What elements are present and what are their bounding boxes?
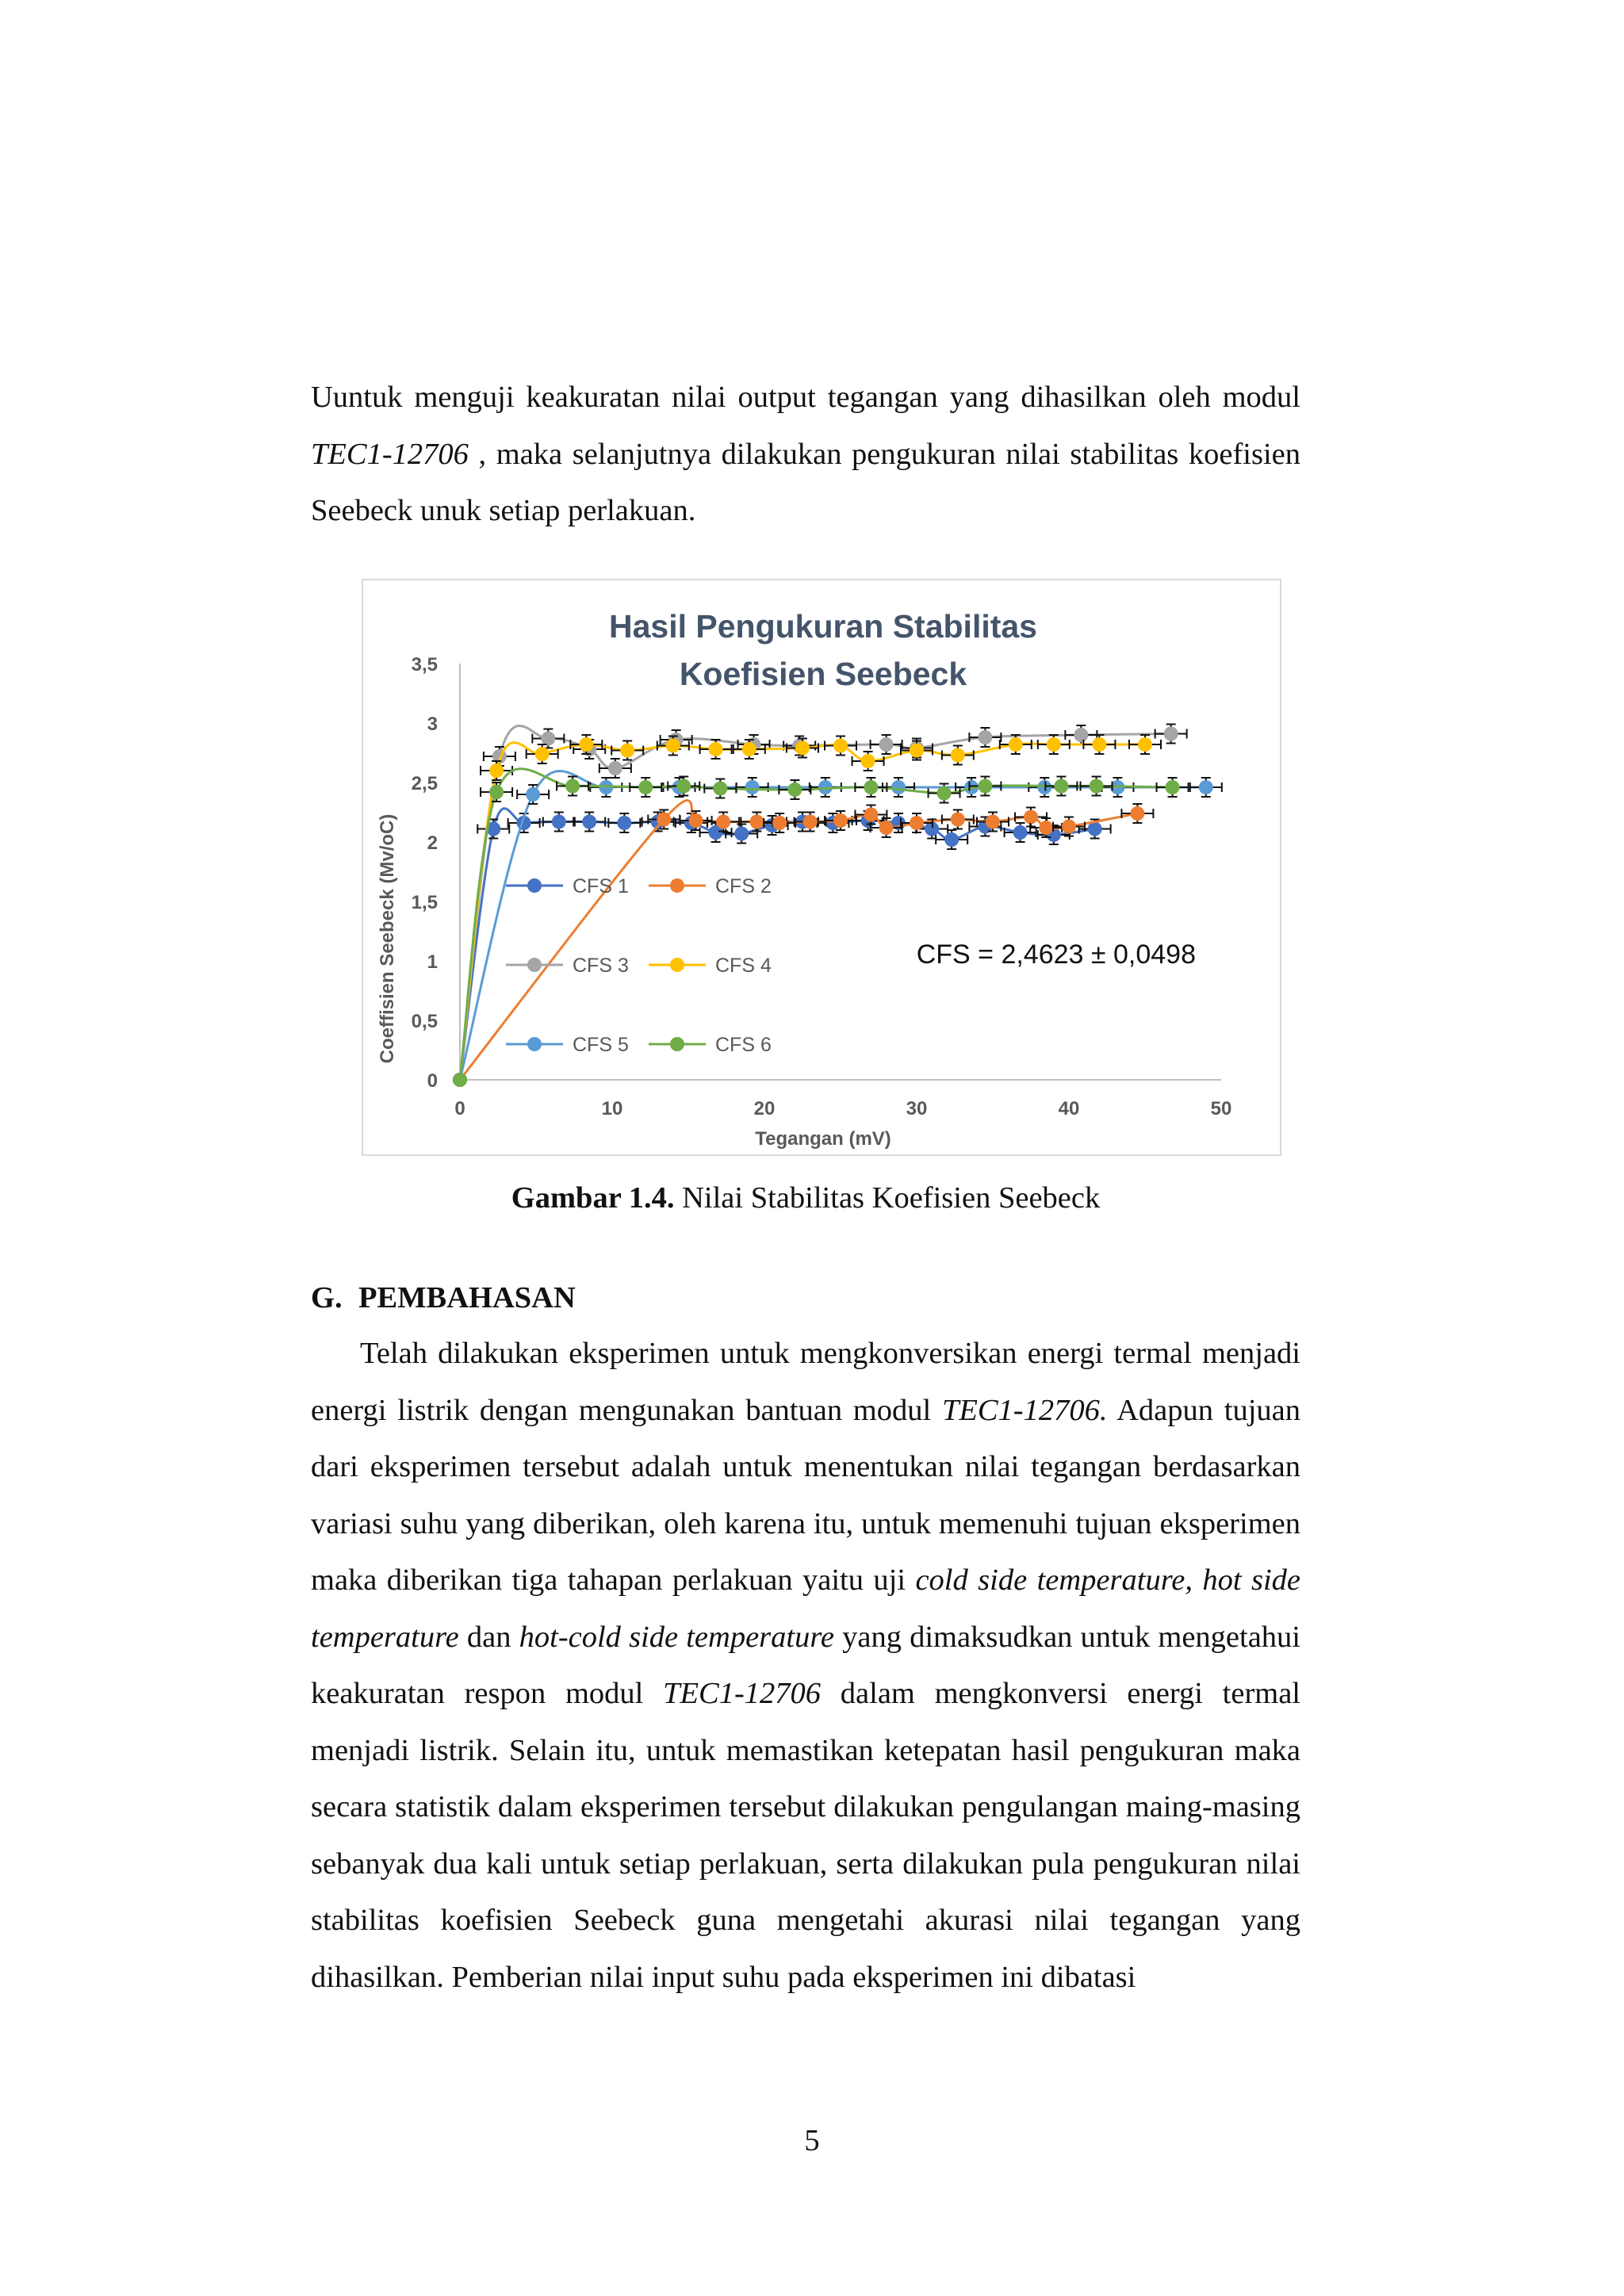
legend-item-cfs-6 bbox=[649, 1034, 772, 1056]
legend-marker bbox=[670, 878, 684, 893]
data-point bbox=[657, 813, 671, 827]
data-point bbox=[742, 742, 756, 756]
data-point bbox=[864, 780, 878, 794]
data-point bbox=[951, 748, 965, 763]
data-point bbox=[944, 832, 959, 847]
data-point bbox=[666, 739, 680, 753]
legend-item-cfs-1 bbox=[506, 875, 629, 897]
legend-label: CFS 5 bbox=[573, 1034, 629, 1056]
data-point bbox=[1013, 825, 1028, 840]
legend-item-cfs-4 bbox=[649, 955, 772, 977]
legend-marker bbox=[670, 1037, 684, 1051]
data-point bbox=[1074, 728, 1088, 742]
chart-annotation: CFS = 2,4623 ± 0,0498 bbox=[916, 939, 1196, 970]
data-point bbox=[1024, 810, 1038, 825]
seebeck-stability-chart bbox=[363, 580, 1280, 1154]
data-point bbox=[676, 779, 691, 794]
y-tick-label: 0,5 bbox=[411, 1011, 438, 1032]
y-tick-label: 2 bbox=[427, 832, 438, 854]
legend-item-cfs-2 bbox=[649, 875, 772, 897]
figure-chart-frame bbox=[362, 579, 1281, 1156]
y-tick-label: 1,5 bbox=[411, 892, 438, 913]
series-line bbox=[460, 725, 1171, 1080]
data-point bbox=[1199, 780, 1213, 794]
section-heading bbox=[311, 1270, 576, 1326]
data-point bbox=[803, 815, 818, 829]
data-point bbox=[535, 747, 550, 761]
data-point bbox=[879, 737, 894, 752]
data-point bbox=[795, 741, 810, 756]
y-tick-label: 0 bbox=[427, 1070, 438, 1092]
data-point bbox=[772, 816, 787, 830]
legend-label: CFS 4 bbox=[715, 955, 772, 977]
intro-text-2: , maka selanjutnya dilakukan pengukuran nilai stabilitas koefisien Seebeck unuk setiap perlakuan. bbox=[311, 437, 1300, 527]
x-tick-label: 0 bbox=[454, 1098, 465, 1119]
legend-item-cfs-5 bbox=[506, 1034, 629, 1056]
data-point bbox=[620, 744, 634, 758]
legend-label: CFS 6 bbox=[715, 1034, 772, 1056]
data-point bbox=[552, 815, 566, 829]
y-tick-label: 1 bbox=[427, 951, 438, 973]
disc-text-a: Telah dilakukan eksperimen untuk mengkonversikan energi termal menjadi energi listrik dengan mengunakan bantuan modul bbox=[311, 1337, 1300, 1427]
data-point bbox=[745, 780, 760, 794]
chart-title-line-1: Hasil Pengukuran Stabilitas bbox=[609, 608, 1037, 645]
data-point bbox=[579, 737, 593, 752]
legend-item-cfs-3 bbox=[506, 955, 629, 977]
data-point bbox=[978, 730, 992, 744]
data-point bbox=[689, 813, 703, 828]
disc-text-e: dalam mengkonversi energi termal menjadi listrik. Selain itu, untuk memastikan ketepatan hasil pengukuran maka secara statistik dalam eksperimen tersebut dilakukan pengulangan maing-masing sebanyak dua kali untuk setiap perlakuan, serta dilakukan pula pengukuran nilai stabilitas koefisien Seebeck guna mengetahi akurasi nilai tegangan yang dihasilkan. Pemberian nilai input suhu pada eksperimen ini dibatasi bbox=[311, 1677, 1301, 1994]
legend-label: CFS 1 bbox=[573, 875, 629, 897]
series-line bbox=[460, 769, 1173, 1080]
data-point bbox=[833, 739, 848, 753]
disc-text-b: Adapun tujuan dari eksperimen tersebut adalah untuk menentukan nilai tegangan berdasarkan variasi suhu yang diberikan, oleh karena itu, untuk memenuhi tujuan eksperimen maka diberikan tiga tahapan perlakuan yaitu uji bbox=[311, 1393, 1300, 1597]
data-point bbox=[541, 732, 555, 746]
disc-italic-3: hot-cold side temperature bbox=[519, 1620, 834, 1654]
data-point bbox=[1130, 806, 1144, 821]
data-point bbox=[582, 815, 596, 829]
legend-marker bbox=[527, 958, 542, 972]
data-point bbox=[910, 816, 924, 830]
data-point bbox=[1092, 737, 1106, 752]
section-number: G. bbox=[311, 1281, 343, 1314]
data-point bbox=[910, 744, 924, 758]
data-point bbox=[1037, 780, 1051, 794]
data-point bbox=[716, 815, 730, 829]
data-point bbox=[864, 808, 878, 822]
chart-title-line-2: Koefisien Seebeck bbox=[679, 656, 967, 692]
discussion-paragraph bbox=[311, 1326, 1300, 2006]
x-axis-label: Tegangan (mV) bbox=[755, 1128, 891, 1150]
data-point bbox=[861, 754, 875, 768]
data-point bbox=[734, 827, 749, 841]
data-point bbox=[1047, 737, 1061, 752]
legend-marker bbox=[527, 878, 542, 893]
y-tick-label: 3,5 bbox=[411, 654, 438, 675]
page-number: 5 bbox=[804, 2124, 820, 2157]
x-tick-label: 40 bbox=[1058, 1098, 1080, 1119]
data-point bbox=[526, 787, 540, 802]
data-point bbox=[453, 1073, 467, 1087]
intro-text-1: Uuntuk menguji keakuratan nilai output tegangan yang dihasilkan oleh modul bbox=[311, 381, 1300, 414]
data-point bbox=[879, 821, 894, 835]
legend-marker bbox=[527, 1037, 542, 1051]
data-point bbox=[951, 813, 965, 827]
legend-marker bbox=[670, 958, 684, 972]
x-tick-label: 50 bbox=[1210, 1098, 1232, 1119]
data-point bbox=[1138, 737, 1152, 752]
data-point bbox=[749, 815, 764, 829]
data-point bbox=[1166, 780, 1180, 794]
x-tick-label: 20 bbox=[753, 1098, 776, 1119]
data-point bbox=[1009, 737, 1023, 752]
data-point bbox=[617, 816, 631, 830]
data-point bbox=[489, 785, 504, 799]
disc-italic-2: cold side temperature, hot side temperature bbox=[311, 1563, 1300, 1654]
y-axis-label: Coeffisien Seebeck (Mv/oC) bbox=[377, 813, 398, 1064]
data-point bbox=[709, 742, 723, 756]
disc-italic-4: TEC1-12706 bbox=[663, 1677, 822, 1710]
data-point bbox=[937, 786, 952, 801]
disc-text-c: dan bbox=[458, 1620, 519, 1654]
data-point bbox=[986, 815, 1000, 829]
data-point bbox=[1054, 779, 1068, 794]
data-point bbox=[638, 780, 653, 794]
legend-label: CFS 3 bbox=[573, 955, 629, 977]
legend-label: CFS 2 bbox=[715, 875, 772, 897]
caption-label: Gambar 1.4. bbox=[511, 1181, 675, 1215]
data-point bbox=[608, 761, 622, 775]
data-point bbox=[1090, 779, 1104, 794]
y-tick-label: 3 bbox=[427, 714, 438, 735]
x-tick-label: 10 bbox=[601, 1098, 623, 1119]
data-point bbox=[891, 780, 906, 794]
series-cfs-3 bbox=[453, 725, 1187, 1088]
data-point bbox=[565, 779, 580, 794]
section-title: PEMBAHASAN bbox=[358, 1281, 576, 1314]
intro-module-name: TEC1-12706 bbox=[311, 437, 469, 471]
data-point bbox=[489, 763, 504, 778]
data-point bbox=[978, 779, 992, 794]
data-point bbox=[833, 813, 848, 828]
y-tick-label: 2,5 bbox=[411, 773, 438, 794]
figure-caption bbox=[311, 1170, 1300, 1226]
intro-paragraph bbox=[311, 369, 1300, 540]
data-point bbox=[787, 783, 802, 797]
data-point bbox=[713, 782, 727, 796]
data-point bbox=[1039, 821, 1053, 835]
caption-text: Nilai Stabilitas Koefisien Seebeck bbox=[674, 1181, 1101, 1215]
disc-text-d: yang dimaksudkan untuk mengetahui keakuratan respon modul bbox=[311, 1620, 1300, 1710]
data-point bbox=[1164, 727, 1178, 741]
x-tick-label: 30 bbox=[906, 1098, 928, 1119]
data-point bbox=[1062, 820, 1076, 834]
disc-italic-1: TEC1-12706. bbox=[941, 1393, 1108, 1427]
